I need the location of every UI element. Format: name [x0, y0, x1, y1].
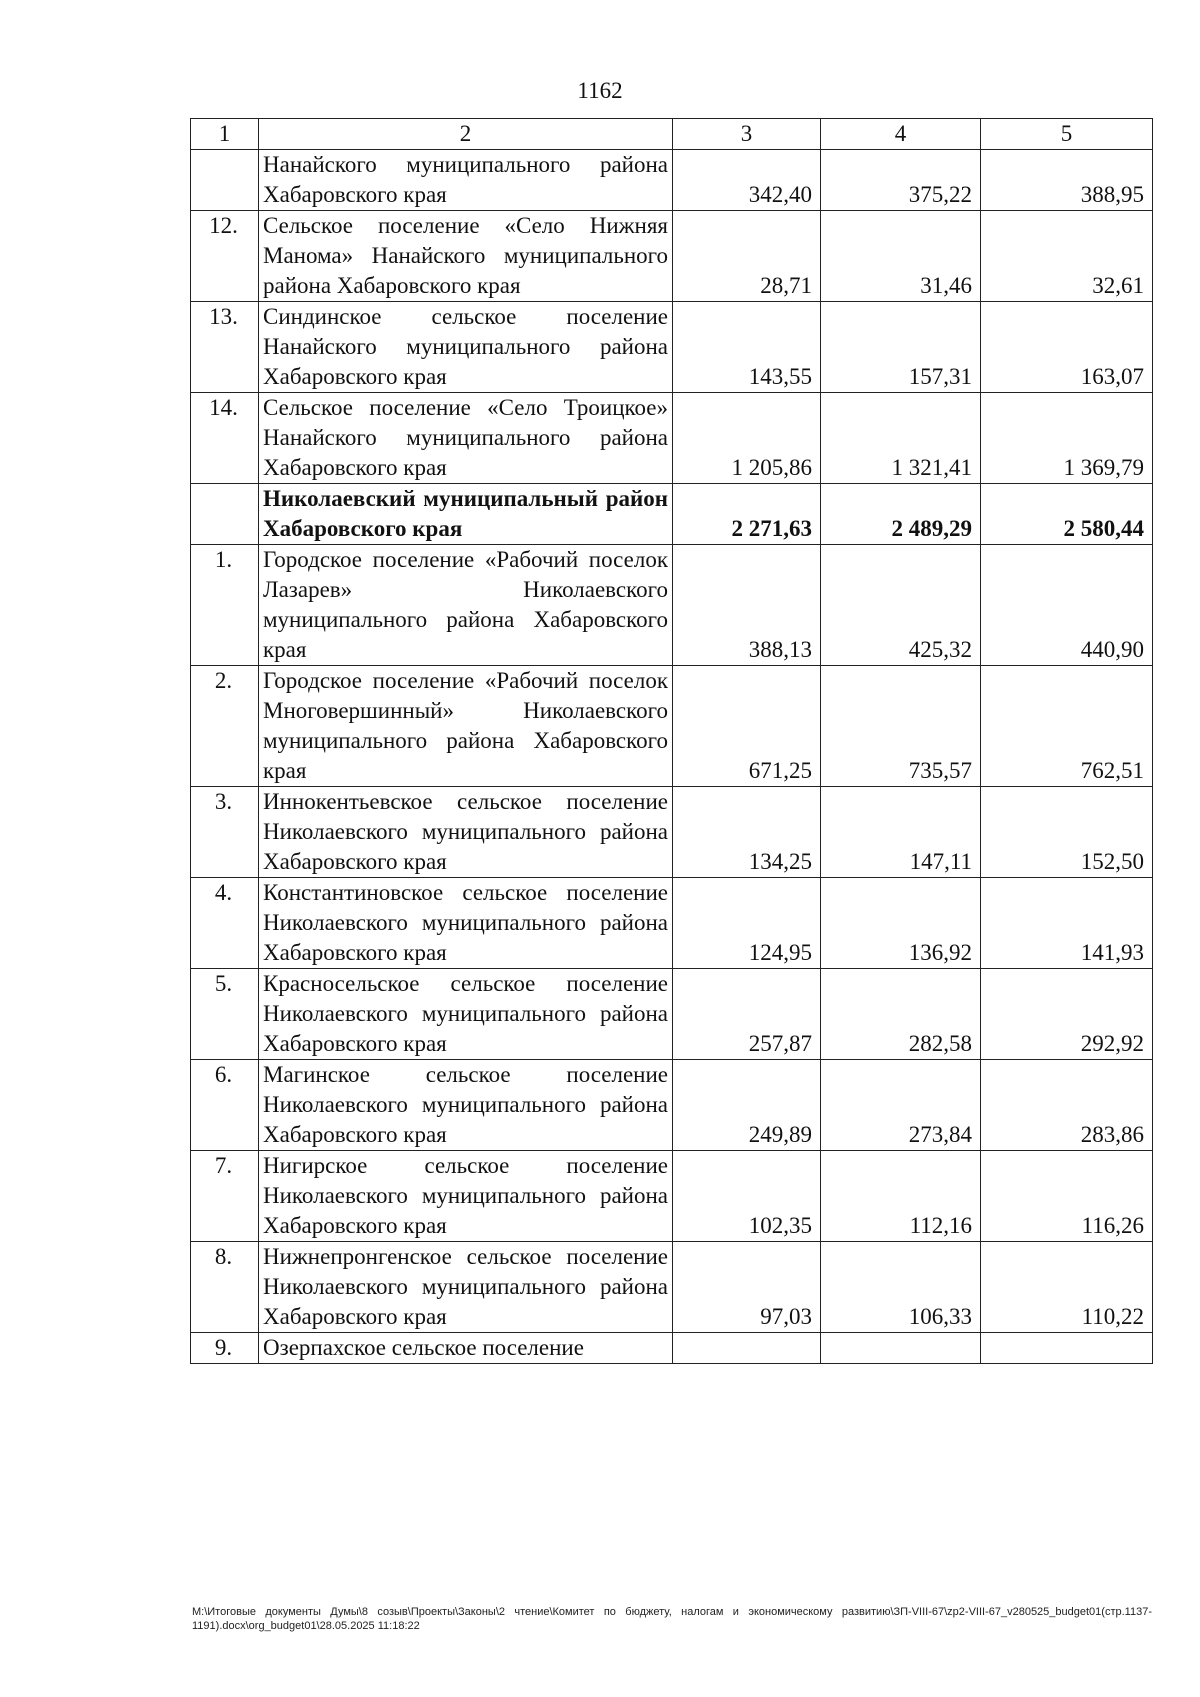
column-header: 4 — [821, 119, 981, 150]
value-col-4: 2 489,29 — [821, 484, 981, 545]
table-row — [191, 545, 1153, 666]
table-row — [191, 211, 1153, 302]
value-col-5: 141,93 — [981, 878, 1153, 969]
table-row — [191, 1151, 1153, 1242]
row-name: Озерпахское сельское поселение — [259, 1333, 673, 1364]
column-header: 2 — [259, 119, 673, 150]
row-number: 13. — [191, 302, 259, 393]
row-name: Иннокентьевское сельское поселение Николаевского муниципального района Хабаровского края — [259, 787, 673, 878]
file-path-footer: M:\Итоговые документы Думы\8 созыв\Проекты\Законы\2 чтение\Комитет по бюджету, налогам и экономическому развитию\ЗП-VIII-67\zp2-VIII-67_v280525_budget01(стр.1137-1191).docx\org_budget01\28.05.2025 11:18:22 — [192, 1606, 1152, 1632]
table-row — [191, 787, 1153, 878]
row-number: 14. — [191, 393, 259, 484]
row-name: Магинское сельское поселение Николаевского муниципального района Хабаровского края — [259, 1060, 673, 1151]
value-col-3: 249,89 — [673, 1060, 821, 1151]
value-col-3: 134,25 — [673, 787, 821, 878]
row-number — [191, 484, 259, 545]
value-col-3: 124,95 — [673, 878, 821, 969]
value-col-4: 735,57 — [821, 666, 981, 787]
table-row — [191, 150, 1153, 211]
value-col-5: 2 580,44 — [981, 484, 1153, 545]
row-number: 1. — [191, 545, 259, 666]
value-col-5: 1 369,79 — [981, 393, 1153, 484]
column-header: 1 — [191, 119, 259, 150]
value-col-4: 31,46 — [821, 211, 981, 302]
value-col-4: 1 321,41 — [821, 393, 981, 484]
table-row — [191, 666, 1153, 787]
value-col-4: 273,84 — [821, 1060, 981, 1151]
value-col-5 — [981, 1333, 1153, 1364]
value-col-4: 157,31 — [821, 302, 981, 393]
column-header: 3 — [673, 119, 821, 150]
value-col-4: 106,33 — [821, 1242, 981, 1333]
value-col-3: 143,55 — [673, 302, 821, 393]
value-col-5: 283,86 — [981, 1060, 1153, 1151]
value-col-3: 102,35 — [673, 1151, 821, 1242]
value-col-5: 292,92 — [981, 969, 1153, 1060]
value-col-4: 136,92 — [821, 878, 981, 969]
row-number: 8. — [191, 1242, 259, 1333]
row-number: 2. — [191, 666, 259, 787]
row-name: Сельское поселение «Село Нижняя Манома» Нанайского муниципального района Хабаровского края — [259, 211, 673, 302]
budget-table — [190, 118, 1153, 1364]
row-number: 4. — [191, 878, 259, 969]
row-number: 12. — [191, 211, 259, 302]
value-col-4: 147,11 — [821, 787, 981, 878]
table-row — [191, 1333, 1153, 1364]
value-col-3: 1 205,86 — [673, 393, 821, 484]
table-row — [191, 1242, 1153, 1333]
value-col-5: 116,26 — [981, 1151, 1153, 1242]
value-col-4: 112,16 — [821, 1151, 981, 1242]
row-name: Нигирское сельское поселение Николаевского муниципального района Хабаровского края — [259, 1151, 673, 1242]
value-col-3: 257,87 — [673, 969, 821, 1060]
value-col-5: 388,95 — [981, 150, 1153, 211]
table-row — [191, 1060, 1153, 1151]
row-name: Николаевский муниципальный район Хабаровского края — [259, 484, 673, 545]
row-name: Городское поселение «Рабочий поселок Лазарев» Николаевского муниципального района Хабаровского края — [259, 545, 673, 666]
table-row — [191, 878, 1153, 969]
row-number: 6. — [191, 1060, 259, 1151]
table-header-row — [191, 119, 1153, 150]
value-col-3 — [673, 1333, 821, 1364]
row-name: Константиновское сельское поселение Николаевского муниципального района Хабаровского края — [259, 878, 673, 969]
value-col-5: 163,07 — [981, 302, 1153, 393]
row-name: Нижнепронгенское сельское поселение Николаевского муниципального района Хабаровского края — [259, 1242, 673, 1333]
value-col-3: 97,03 — [673, 1242, 821, 1333]
value-col-5: 32,61 — [981, 211, 1153, 302]
value-col-3: 2 271,63 — [673, 484, 821, 545]
row-number: 9. — [191, 1333, 259, 1364]
value-col-5: 152,50 — [981, 787, 1153, 878]
table-total-row — [191, 484, 1153, 545]
table-row — [191, 969, 1153, 1060]
row-name: Городское поселение «Рабочий поселок Многовершинный» Николаевского муниципального района Хабаровского края — [259, 666, 673, 787]
value-col-4: 425,32 — [821, 545, 981, 666]
value-col-4 — [821, 1333, 981, 1364]
row-name: Красносельское сельское поселение Николаевского муниципального района Хабаровского края — [259, 969, 673, 1060]
value-col-4: 375,22 — [821, 150, 981, 211]
table-row — [191, 302, 1153, 393]
row-name: Нанайского муниципального района Хабаровского края — [259, 150, 673, 211]
column-header: 5 — [981, 119, 1153, 150]
value-col-5: 440,90 — [981, 545, 1153, 666]
row-name: Синдинское сельское поселение Нанайского муниципального района Хабаровского края — [259, 302, 673, 393]
value-col-5: 110,22 — [981, 1242, 1153, 1333]
value-col-3: 388,13 — [673, 545, 821, 666]
row-number — [191, 150, 259, 211]
page-number: 1162 — [577, 78, 623, 103]
value-col-4: 282,58 — [821, 969, 981, 1060]
row-number: 7. — [191, 1151, 259, 1242]
table-row — [191, 393, 1153, 484]
value-col-3: 671,25 — [673, 666, 821, 787]
value-col-3: 28,71 — [673, 211, 821, 302]
value-col-3: 342,40 — [673, 150, 821, 211]
value-col-5: 762,51 — [981, 666, 1153, 787]
row-number: 5. — [191, 969, 259, 1060]
row-number: 3. — [191, 787, 259, 878]
row-name: Сельское поселение «Село Троицкое» Нанайского муниципального района Хабаровского края — [259, 393, 673, 484]
